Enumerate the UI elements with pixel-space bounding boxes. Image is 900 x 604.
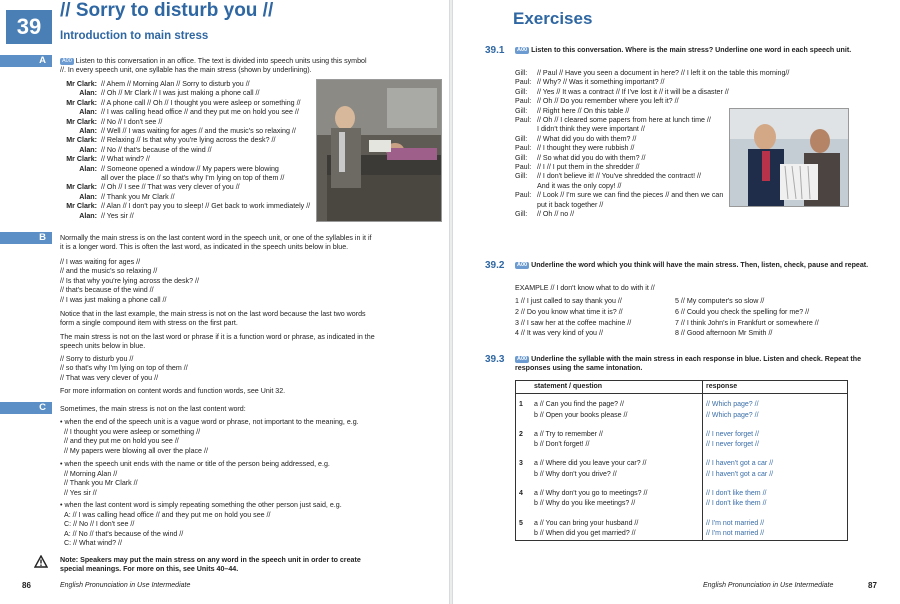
dialogue-row [60, 183, 310, 192]
response-b: // I haven't got a car // [706, 470, 774, 478]
conversation-row [515, 172, 735, 181]
example-line: // that's because of the wind // [60, 286, 154, 295]
conversation-row [515, 182, 735, 191]
section-b-p4: For more information on content words and function words, see Unit 32. [60, 387, 286, 395]
example-line: // Sorry to disturb you // [60, 355, 134, 363]
dialogue-speaker: Alan: [79, 211, 97, 220]
warning-icon [34, 555, 48, 571]
exercise-item: 6 // Could you check the spelling for me? // [675, 307, 810, 316]
example-line: A: // No // that's because of the wind // [64, 529, 184, 538]
section-a-intro-text: Listen to this conversation in an office. The text is divided into speech units using this symbol //. In every speech unit, one syllable has the main stress (shown by underlining). [60, 57, 367, 75]
dialogue-row [60, 136, 310, 145]
dialogue-speaker: Mr Clark: [66, 80, 97, 88]
response-cell [703, 394, 848, 422]
conversation-speaker [515, 201, 537, 210]
statement-a: a // Try to remember // [534, 430, 603, 438]
conversation-speaker: Paul: [515, 163, 532, 172]
response-table-body [516, 381, 848, 541]
dialogue-row [60, 108, 310, 117]
response-cell [703, 422, 848, 452]
bullet-3-text: when the last content word is simply repeating something the other person just said, e.g. [64, 501, 342, 509]
dialogue-line: // Ahem // Morning Alan // Sorry to disturb you // [101, 80, 250, 88]
conversation-speaker: Gill: [515, 210, 528, 219]
conversation-line: // Why? // Was it something important? // [537, 78, 665, 87]
section-a-tab [0, 55, 52, 67]
section-b-examples-2 [60, 355, 390, 383]
response-row [516, 451, 848, 481]
gill-paul-conversation [515, 69, 790, 220]
dialogue-speaker: Mr Clark: [66, 98, 97, 107]
example-line: // Yes sir // [64, 488, 97, 497]
conversation-speaker: Paul: [515, 97, 532, 106]
right-page [453, 0, 900, 604]
conversation-line: // Paul // Have you seen a document in here? // I left it on the table this morning// [537, 69, 790, 77]
section-c-bullet-1: • when the end of the speech unit is a vague word or phrase, not important to the meaning, e.g. [60, 418, 359, 426]
exercise-item: 1 // I just called to say thank you // [515, 297, 622, 305]
dialogue-line: // I was calling head office // and they put me on hold you see // [101, 108, 299, 117]
conversation-speaker: Gill: [515, 172, 528, 181]
item-number: 2 [519, 430, 523, 438]
response-cell [703, 481, 848, 511]
conversation-speaker: Gill: [515, 69, 528, 77]
response-table [515, 380, 848, 541]
bullet-3-examples [64, 511, 394, 549]
section-c-tab [0, 402, 52, 414]
exercise-39-1-instruction-text: Listen to this conversation. Where is the main stress? Underline one word in each speech unit. [531, 46, 852, 54]
bullet-2-examples [64, 470, 394, 498]
dialogue-line: // Thank you Mr Clark // [101, 192, 175, 201]
dialogue-row [60, 202, 310, 211]
dialogue-speaker: Alan: [79, 108, 97, 117]
dialogue-speaker: Alan: [79, 89, 97, 98]
dialogue-line: // Someone opened a window // My papers were blowing [101, 164, 279, 173]
bullet-1-examples [64, 428, 394, 456]
section-c-bullet-3: • when the last content word is simply repeating something the other person just said, e.g. [60, 501, 342, 509]
exercises-title: Exercises [513, 9, 593, 28]
exercise-item: 8 // Good afternoon Mr Smith // [675, 329, 773, 338]
conversation-speaker: Paul: [515, 144, 532, 153]
conversation-row [515, 154, 735, 163]
dialogue-line: // No // that's because of the wind // [101, 145, 212, 154]
dialogue-row [60, 212, 310, 221]
conversation-speaker [515, 125, 537, 134]
conversation-line: // What did you do with them? // [537, 134, 637, 143]
item-number: 4 [519, 490, 523, 498]
example-line: // and they put me on hold you see // [64, 437, 179, 446]
statement-cell [516, 481, 703, 511]
example-line: // Thank you Mr Clark // [64, 479, 138, 488]
exercise-39-1-instruction [515, 46, 885, 55]
conversation-line: // I // I put them in the shredder // [537, 163, 640, 172]
conversation-speaker: Gill: [515, 153, 528, 162]
exercise-item: 3 // I saw her at the coffee machine // [515, 318, 632, 327]
conversation-speaker [515, 182, 537, 191]
example-line: // Morning Alan // [64, 470, 118, 478]
dialogue-speaker: Alan: [79, 127, 97, 136]
conversation-line: // I don't believe it! // You've shredded the contract! // [537, 172, 701, 181]
dialogue-speaker [60, 174, 101, 183]
page-number-left: 86 [22, 580, 31, 590]
conversation-row [515, 97, 735, 106]
footer-book-title-right: English Pronunciation in Use Intermediate [703, 581, 834, 589]
exercise-39-2-items [515, 297, 845, 339]
conversation-row [515, 88, 735, 97]
conversation-line: And it was the only copy! // [537, 181, 622, 190]
conversation-line: put it back together // [537, 200, 604, 209]
page-number-right: 87 [868, 580, 877, 590]
audio-track-icon[interactable]: A00 [517, 262, 528, 268]
dialogue-line: // No // I don't see // [101, 117, 163, 126]
dialogue-row [60, 146, 310, 155]
statement-a: a // Why don't you go to meetings? // [534, 490, 648, 498]
item-number: 3 [519, 460, 523, 468]
office-dialogue [60, 80, 310, 221]
section-a-letter: A [39, 55, 46, 66]
dialogue-line: // Relaxing // Is that why you're lying across the desk? // [101, 136, 276, 145]
bullet-1-text: when the end of the speech unit is a vague word or phrase, not important to the meaning, e.g. [64, 418, 359, 426]
response-a: // I'm not married // [706, 519, 765, 527]
exercise-39-3-number: 39.3 [485, 354, 505, 365]
section-b-tab [0, 232, 52, 244]
conversation-line: // Oh // I cleared some papers from here at lunch time // [537, 116, 711, 125]
conversation-speaker: Paul: [515, 116, 532, 125]
statement-b: b // Don't forget! // [534, 441, 590, 449]
section-b-letter: B [39, 232, 46, 243]
statement-cell [516, 394, 703, 422]
example-line: // and the music's so relaxing // [60, 267, 158, 276]
conversation-row [515, 107, 735, 116]
dialogue-line: // A phone call // Oh // I thought you were asleep or something // [101, 98, 301, 107]
conversation-row [515, 78, 735, 87]
dialogue-line: // Alan // I don't pay you to sleep! // Get back to work immediately // [101, 202, 311, 211]
dialogue-row [60, 165, 310, 174]
section-a-intro [60, 57, 370, 76]
dialogue-line: all over the place // so that's why I'm lying on top of them // [101, 174, 285, 183]
response-a: // Which page? // [706, 401, 759, 409]
statement-b: b // Why don't you drive? // [534, 470, 617, 478]
response-row [516, 394, 848, 422]
example-line: // My papers were blowing all over the place // [64, 446, 208, 455]
response-a: // I don't like them // [706, 490, 767, 498]
dialogue-row [60, 193, 310, 202]
dialogue-speaker: Mr Clark: [66, 136, 97, 145]
conversation-row [515, 163, 735, 172]
dialogue-line: // Well // I was waiting for ages // and the music's so relaxing // [101, 127, 296, 136]
exercise-39-1-number: 39.1 [485, 45, 505, 56]
statement-cell [516, 451, 703, 481]
conversation-line: // So what did you do with them? // [537, 153, 646, 162]
section-b-p1: Normally the main stress is on the last content word in the speech unit, or one of the syllables in it if it is a longer word. This is often the last word, as indicated in the speech units below in blue. [60, 234, 372, 252]
exercise-39-2-number: 39.2 [485, 260, 505, 271]
example-line: // I thought you were asleep or something // [64, 428, 201, 436]
example-line: // so that's why I'm lying on top of them // [60, 364, 188, 373]
exercise-item: 2 // Do you know what time it is? // [515, 307, 623, 316]
dialogue-line: // What wind? // [101, 155, 150, 164]
dialogue-row [60, 80, 310, 89]
conversation-row [515, 191, 735, 200]
example-line: C: // No // I don't see // [64, 520, 135, 529]
response-b: // I'm not married // [706, 529, 765, 537]
item-number: 1 [519, 401, 523, 409]
conversation-line: // Yes // It was a contract // If I've lost it // it will be a disaster // [537, 87, 729, 96]
unit-title: // Sorry to disturb you // [60, 0, 274, 21]
statement-cell [516, 422, 703, 452]
statement-b: b // Open your books please // [534, 411, 628, 419]
statement-a: a // Can you find the page? // [534, 401, 624, 409]
conversation-row [515, 116, 735, 125]
section-b-p3: The main stress is not on the last word or phrase if it is a function word or phrase, as indicated in the speech units below in blue. [60, 333, 375, 351]
statement-b: b // When did you get married? // [534, 529, 636, 537]
example-line: // That was very clever of you // [60, 373, 159, 382]
response-table-header [516, 381, 848, 394]
response-cell [703, 511, 848, 541]
unit-subtitle: Introduction to main stress [60, 30, 209, 42]
response-b: // I never forget // [706, 441, 759, 449]
exercise-39-3-instruction-text: Underline the syllable with the main stress in each response in blue. Listen and check. Repeat the responses using the same intonation. [515, 355, 862, 373]
bullet-2-text: when the speech unit ends with the name or title of the person being addressed, e.g. [64, 460, 330, 468]
dialogue-speaker: Alan: [79, 145, 97, 154]
section-c-bullet-2: • when the speech unit ends with the name or title of the person being addressed, e.g. [60, 460, 330, 468]
audio-track-icon[interactable]: A00 [517, 356, 528, 362]
conversation-row [515, 144, 735, 153]
example-line: // I was just making a phone call // [60, 295, 167, 304]
response-cell [703, 451, 848, 481]
conversation-row [515, 125, 735, 134]
dialogue-line: // Yes sir // [101, 211, 134, 220]
conversation-speaker: Paul: [515, 191, 532, 200]
statement-b: b // Why do you like meetings? // [534, 500, 636, 508]
column-header-statement: statement / question [516, 381, 703, 394]
audio-track-icon[interactable]: A00 [62, 58, 72, 64]
section-c-intro: Sometimes, the main stress is not on the last content word: [60, 405, 246, 413]
response-row [516, 481, 848, 511]
section-b-examples [60, 258, 390, 305]
example-line: A: // I was calling head office // and they put me on hold you see // [64, 511, 271, 519]
conversation-row [515, 201, 735, 210]
dialogue-row [60, 118, 310, 127]
response-row [516, 422, 848, 452]
response-a: // I never forget // [706, 430, 759, 438]
conversation-line: // Right here // On this table // [537, 106, 630, 115]
footer-book-title-left: English Pronunciation in Use Intermediate [60, 581, 191, 589]
conversation-speaker: Gill: [515, 106, 528, 115]
section-c-letter: C [39, 402, 46, 413]
dialogue-speaker: Mr Clark: [66, 155, 97, 164]
exercise-item: 5 // My computer's so slow // [675, 297, 765, 305]
dialogue-speaker: Mr Clark: [66, 117, 97, 126]
dialogue-speaker: Alan: [79, 164, 97, 173]
example-line: // Is that why you're lying across the desk? // [60, 276, 199, 285]
example-line: // I was waiting for ages // [60, 258, 141, 266]
dialogue-row [60, 127, 310, 136]
conversation-speaker: Gill: [515, 134, 528, 143]
conversation-row [515, 135, 735, 144]
exercise-39-3-instruction [515, 355, 885, 374]
dialogue-line: // Oh // Mr Clark // I was just making a phone call // [101, 89, 260, 98]
conversation-line: // I thought they were rubbish // [537, 144, 635, 153]
unit-number-badge: 39 [6, 10, 52, 44]
dialogue-speaker: Mr Clark: [66, 202, 97, 211]
column-header-response: response [703, 381, 848, 394]
exercise-39-2-instruction-text: Underline the word which you think will have the main stress. Then, listen, check, pause and repeat. [531, 261, 869, 269]
exercise-39-2-instruction [515, 261, 885, 270]
office-photo [316, 79, 442, 222]
statement-a: a // You can bring your husband // [534, 519, 639, 527]
dialogue-line: // Oh // I see // That was very clever of you // [101, 183, 240, 192]
left-page [0, 0, 449, 604]
audio-track-icon[interactable]: A00 [517, 47, 528, 53]
conversation-speaker: Paul: [515, 78, 532, 87]
item-number: 5 [519, 519, 523, 527]
dialogue-row [60, 99, 310, 108]
statement-cell [516, 511, 703, 541]
shredder-photo [729, 108, 849, 207]
exercise-item: 7 // I think John's in Frankfurt or somewhere // [675, 318, 819, 327]
conversation-speaker: Gill: [515, 87, 528, 96]
conversation-line: // Look // I'm sure we can find the pieces // and then we can [537, 191, 724, 200]
dialogue-row [60, 174, 310, 183]
response-b: // I don't like them // [706, 500, 767, 508]
dialogue-speaker: Alan: [79, 192, 97, 201]
conversation-line: I didn't think they were important // [537, 125, 645, 134]
response-b: // Which page? // [706, 411, 759, 419]
section-c-note: Note: Speakers may put the main stress on any word in the speech unit in order to create special meanings. For more on this, see Units 40–44. [60, 556, 361, 574]
conversation-row [515, 210, 735, 219]
dialogue-row [60, 89, 310, 98]
response-row [516, 511, 848, 541]
conversation-row [515, 69, 790, 78]
section-b-p2: Notice that in the last example, the main stress is not on the last word because the last two words form a single compound item with stress on the first part. [60, 310, 366, 328]
dialogue-row [60, 155, 310, 164]
example-line: C: // What wind? // [64, 539, 122, 548]
conversation-line: // Oh // no // [537, 210, 575, 219]
conversation-line: // Oh // Do you remember where you left it? // [537, 97, 679, 106]
dialogue-speaker: Mr Clark: [66, 183, 97, 192]
response-a: // I haven't got a car // [706, 460, 774, 468]
statement-a: a // Where did you leave your car? // [534, 460, 647, 468]
exercise-item: 4 // It was very kind of you // [515, 329, 603, 338]
exercise-39-2-example: EXAMPLE // I don't know what to do with it // [515, 284, 655, 292]
